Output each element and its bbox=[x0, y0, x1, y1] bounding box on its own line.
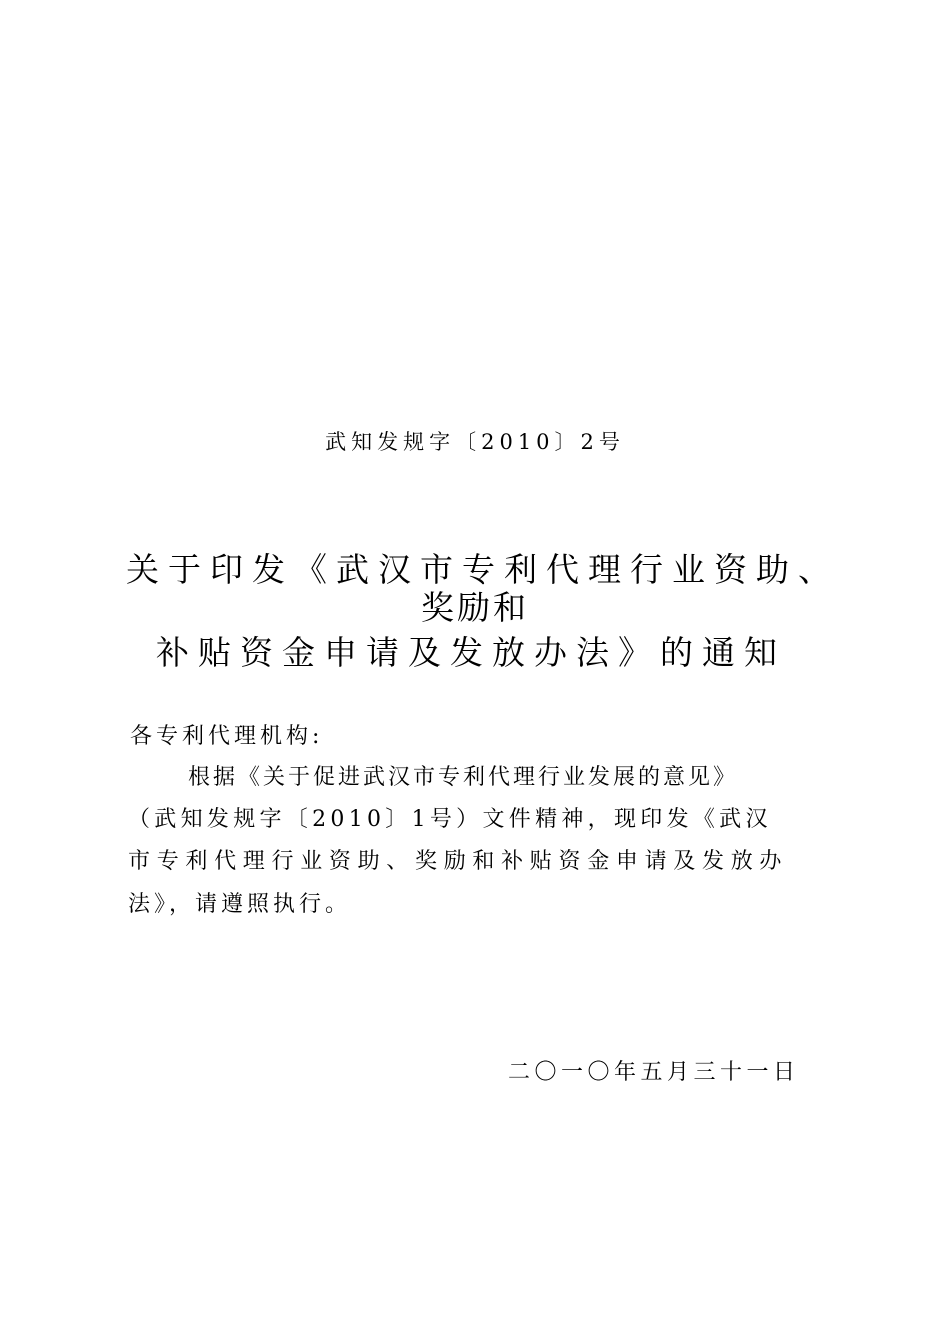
body-line-4: 法》，请遵照执行。 bbox=[128, 892, 352, 917]
body-line-1: 根据《关于促进武汉市专利代理行业发展的意见》 bbox=[188, 765, 739, 790]
title-line-1: 关于印发《武汉市专利代理行业资助、 bbox=[126, 550, 840, 589]
body-line-3: 市专利代理行业资助、奖励和补贴资金申请及发放办 bbox=[128, 849, 789, 874]
title-line-2: 奖励和 bbox=[421, 588, 529, 627]
issue-date: 二〇一〇年五月三十一日 bbox=[508, 1060, 800, 1085]
salutation: 各专利代理机构: bbox=[130, 724, 324, 749]
body-line-2: （武知发规字〔2010〕1号）文件精神，现印发《武汉 bbox=[128, 807, 772, 832]
title-line-3: 补贴资金申请及发放办法》的通知 bbox=[156, 633, 786, 672]
document-number: 武知发规字〔2010〕2号 bbox=[325, 430, 625, 454]
